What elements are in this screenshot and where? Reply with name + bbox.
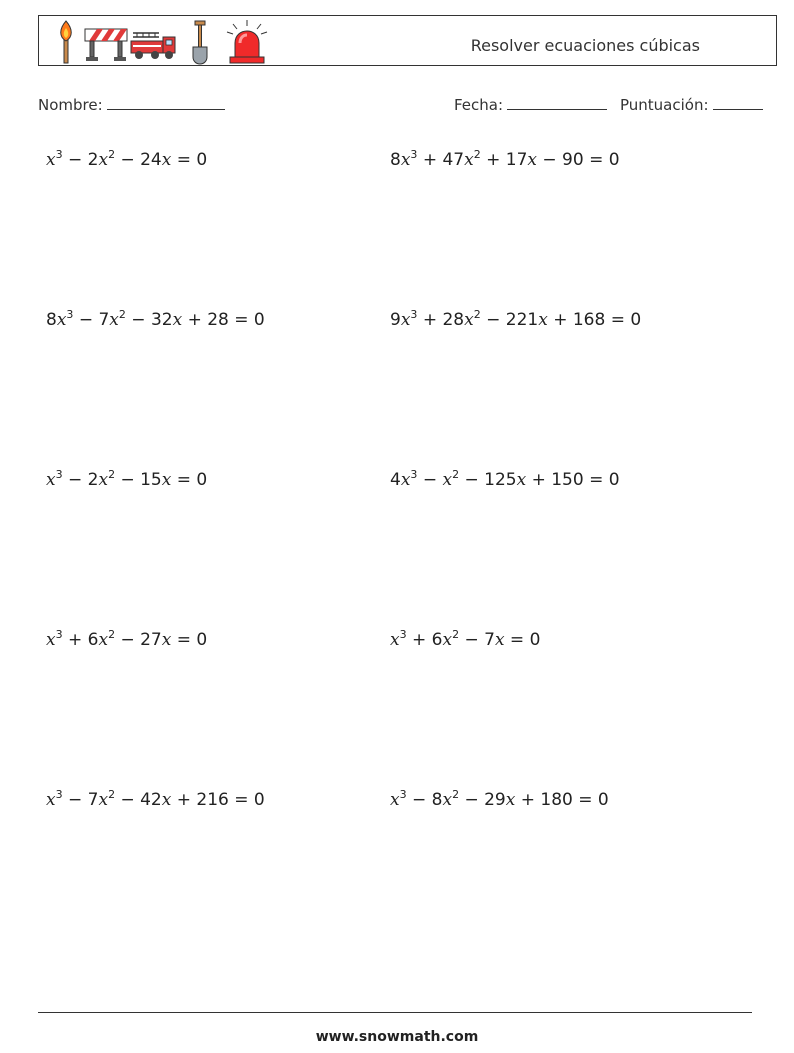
variable: x: [98, 470, 109, 490]
equation-3: [46, 310, 265, 330]
variable: x: [390, 790, 400, 810]
term-coefficient: 8: [46, 310, 57, 330]
exponent: 3: [399, 788, 407, 801]
variable: x: [390, 630, 400, 650]
exponent: 2: [118, 308, 126, 321]
exponent: 2: [473, 308, 481, 321]
variable: x: [442, 630, 453, 650]
variable: x: [98, 790, 109, 810]
exponent: 3: [55, 628, 63, 641]
exponent: 2: [108, 148, 116, 161]
name-field[interactable]: [38, 94, 225, 114]
variable: x: [494, 630, 505, 650]
exponent: 3: [410, 468, 418, 481]
term-coefficient: + 168 = 0: [547, 310, 642, 330]
variable: x: [46, 790, 56, 810]
exponent: 3: [410, 148, 418, 161]
footer-url: www.snowmath.com: [315, 1029, 479, 1045]
term-coefficient: + 17: [480, 150, 528, 170]
variable: x: [527, 150, 537, 170]
name-label: Nombre:: [38, 96, 103, 114]
header-box: [38, 15, 777, 66]
variable: x: [505, 790, 516, 810]
name-blank[interactable]: [107, 94, 225, 110]
road-barrier-icon: [83, 19, 129, 65]
equation-1: [46, 150, 207, 170]
term-coefficient: − 15: [115, 470, 162, 490]
date-field[interactable]: [454, 94, 607, 114]
exponent: 3: [55, 788, 63, 801]
term-coefficient: + 216 = 0: [171, 790, 265, 810]
worksheet-title: Resolver ecuaciones cúbicas: [470, 36, 700, 55]
score-label: Puntuación:: [620, 96, 709, 114]
exponent: 3: [55, 148, 63, 161]
siren-icon: [223, 19, 273, 65]
equation-5: [46, 470, 207, 490]
exponent: 2: [108, 468, 116, 481]
date-label: Fecha:: [454, 96, 504, 114]
term-coefficient: − 125: [459, 470, 517, 490]
exponent: 2: [473, 148, 481, 161]
equation-10: [390, 790, 609, 810]
variable: x: [109, 310, 119, 330]
variable: x: [442, 470, 453, 490]
match-icon: [55, 19, 77, 65]
term-coefficient: − 7: [459, 630, 495, 650]
variable: x: [464, 310, 474, 330]
variable: x: [161, 470, 172, 490]
variable: x: [172, 310, 183, 330]
variable: x: [98, 150, 109, 170]
variable: x: [161, 150, 172, 170]
exponent: 3: [66, 308, 74, 321]
equation-4: [390, 310, 641, 330]
variable: x: [161, 790, 172, 810]
exponent: 2: [452, 788, 460, 801]
exponent: 3: [410, 308, 418, 321]
variable: x: [98, 630, 109, 650]
term-coefficient: = 0: [171, 630, 208, 650]
variable: x: [538, 310, 548, 330]
term-coefficient: + 6: [406, 630, 443, 650]
equation-6: [390, 470, 620, 490]
term-coefficient: − 2: [62, 150, 99, 170]
term-coefficient: + 47: [417, 150, 465, 170]
term-coefficient: 9: [390, 310, 401, 330]
term-coefficient: − 29: [459, 790, 506, 810]
exponent: 3: [55, 468, 63, 481]
term-coefficient: −: [417, 470, 443, 490]
exponent: 2: [108, 788, 116, 801]
term-coefficient: − 7: [62, 790, 99, 810]
term-coefficient: − 90 = 0: [536, 150, 620, 170]
term-coefficient: + 6: [62, 630, 99, 650]
variable: x: [46, 630, 56, 650]
variable: x: [442, 790, 453, 810]
variable: x: [516, 470, 527, 490]
equation-9: [46, 790, 265, 810]
term-coefficient: 4: [390, 470, 401, 490]
term-coefficient: − 27: [115, 630, 162, 650]
variable: x: [46, 150, 56, 170]
term-coefficient: 8: [390, 150, 401, 170]
variable: x: [161, 630, 172, 650]
footer-divider: [38, 1012, 752, 1013]
term-coefficient: = 0: [504, 630, 541, 650]
exponent: 3: [399, 628, 407, 641]
exponent: 2: [108, 628, 116, 641]
term-coefficient: − 32: [125, 310, 173, 330]
variable: x: [400, 470, 411, 490]
shovel-icon: [189, 19, 211, 65]
term-coefficient: + 28 = 0: [182, 310, 265, 330]
term-coefficient: + 150 = 0: [526, 470, 620, 490]
score-blank[interactable]: [713, 94, 763, 110]
variable: x: [400, 310, 411, 330]
exponent: 2: [452, 628, 460, 641]
term-coefficient: − 221: [480, 310, 539, 330]
date-blank[interactable]: [507, 94, 607, 110]
equation-7: [46, 630, 207, 650]
term-coefficient: − 8: [406, 790, 443, 810]
variable: x: [464, 150, 474, 170]
term-coefficient: − 24: [115, 150, 162, 170]
variable: x: [46, 470, 56, 490]
term-coefficient: + 180 = 0: [515, 790, 609, 810]
term-coefficient: = 0: [171, 470, 208, 490]
variable: x: [56, 310, 67, 330]
term-coefficient: − 7: [73, 310, 110, 330]
term-coefficient: = 0: [171, 150, 208, 170]
equation-2: [390, 150, 620, 170]
exponent: 2: [452, 468, 460, 481]
variable: x: [400, 150, 411, 170]
fire-truck-icon: [129, 19, 177, 65]
equation-8: [390, 630, 540, 650]
term-coefficient: + 28: [417, 310, 465, 330]
term-coefficient: − 42: [115, 790, 162, 810]
score-field[interactable]: [620, 94, 763, 114]
term-coefficient: − 2: [62, 470, 99, 490]
